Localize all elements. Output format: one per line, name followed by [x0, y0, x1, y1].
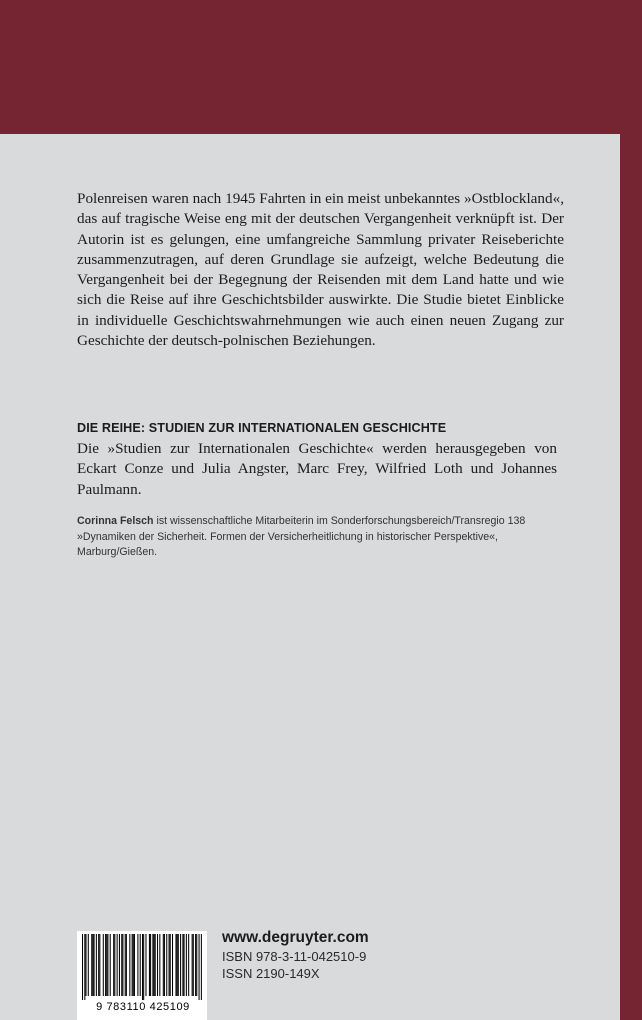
barcode-bar	[91, 934, 92, 996]
barcode-bar	[195, 934, 196, 996]
barcode-bar	[170, 934, 171, 996]
author-bio	[77, 514, 577, 561]
barcode-bar	[96, 934, 97, 996]
barcode-bar	[125, 934, 126, 996]
barcode-bar	[199, 934, 200, 1000]
barcode-bar	[132, 934, 133, 996]
barcode-bar	[114, 934, 115, 996]
barcode-bar	[103, 934, 104, 996]
book-blurb: Polenreisen waren nach 1945 Fahrten in ein meist unbekanntes »Ostblockland«, das auf tragische Weise eng mit der deutschen Vergangenheit verknüpft ist. Der Autorin ist es gelungen, eine umfangreiche Sammlung privater Reiseberichte zusammenzutragen, auf deren Grundlage sie aufzeigt, welche Bedeutung die Vergangenheit bei der Begegnung der Reisenden mit dem Land hatte und wie sich die Reise auf ihre Geschichtsbilder auswirkte. Die Studie bietet Einblicke in individuelle Geschichtswahrnehmungen wie auch einen neuen Zugang zur Geschichte der deutsch-polnischen Beziehungen.	[77, 190, 564, 350]
barcode-digits: 9 783110 425109	[96, 1001, 190, 1013]
barcode-bar	[152, 934, 153, 996]
barcode-bar	[82, 934, 83, 1000]
barcode-bar	[180, 934, 181, 996]
barcode-bar	[126, 934, 127, 996]
series-heading: DIE REIHE: STUDIEN ZUR INTERNATIONALEN GESCHICHTE	[77, 421, 447, 435]
author-name: Corinna Felsch	[77, 515, 154, 527]
barcode-bar	[106, 934, 107, 996]
barcode-bar	[178, 934, 179, 996]
barcode-bar	[201, 934, 202, 1000]
barcode-bar	[122, 934, 123, 996]
barcode-bar	[182, 934, 183, 996]
barcode-bar	[150, 934, 151, 996]
barcode-bar	[192, 934, 193, 996]
barcode-bar	[154, 934, 155, 996]
barcode-bar	[163, 934, 164, 996]
barcode-bar	[172, 934, 173, 996]
barcode-bar	[85, 934, 86, 996]
barcode-bar	[99, 934, 100, 996]
barcode-bar	[196, 934, 197, 996]
barcode-bar	[98, 934, 99, 996]
barcode-bar	[188, 934, 189, 996]
isbn-barcode	[77, 931, 207, 1020]
series-description: Die »Studien zur Internationalen Geschichte« werden herausgegeben von Eckart Conze und Julia Angster, Marc Frey, Wilfried Loth und Johannes Paulmann.	[77, 440, 557, 498]
barcode-bar	[119, 934, 120, 996]
barcode-bar	[169, 934, 170, 996]
barcode-bar	[84, 934, 85, 1000]
barcode-bar	[92, 934, 93, 996]
issn-number: ISSN 2190-149X	[222, 966, 320, 981]
barcode-bar	[149, 934, 150, 996]
barcode-bar	[164, 934, 165, 996]
barcode-bar	[94, 934, 95, 996]
barcode-bar	[129, 934, 130, 996]
author-bio-text: ist wissenschaftliche Mitarbeiterin im Sonderforschungsbereich/Transregio 138 »Dynamiken der Sicherheit. Formen der Versicherheitlichung in historischer Perspektive«, Marburg/Gießen.	[77, 515, 526, 558]
barcode-bar	[133, 934, 134, 996]
barcode-bar	[184, 934, 185, 996]
barcode-bar	[137, 934, 138, 996]
barcode-bar	[107, 934, 108, 996]
back-cover-panel	[0, 134, 620, 1020]
barcode-bar	[159, 934, 160, 996]
barcode-bar	[193, 934, 194, 996]
barcode-bar	[157, 934, 158, 996]
barcode-bar	[113, 934, 114, 996]
barcode-bars	[82, 934, 202, 1000]
barcode-bar	[134, 934, 135, 996]
barcode-bar	[121, 934, 122, 996]
isbn-number: ISBN 978-3-11-042510-9	[222, 949, 367, 964]
barcode-bar	[110, 934, 111, 996]
barcode-bar	[155, 934, 156, 996]
barcode-bar	[105, 934, 106, 996]
barcode-bar	[166, 934, 167, 996]
barcode-bar	[142, 934, 143, 1000]
barcode-bar	[175, 934, 176, 996]
barcode-bar	[145, 934, 146, 996]
barcode-bar	[117, 934, 118, 996]
barcode-bar	[143, 934, 144, 1000]
publisher-url[interactable]: www.degruyter.com	[222, 929, 369, 946]
barcode-bar	[177, 934, 178, 996]
barcode-bar	[88, 934, 89, 996]
barcode-bar	[186, 934, 187, 996]
barcode-bar	[140, 934, 141, 996]
